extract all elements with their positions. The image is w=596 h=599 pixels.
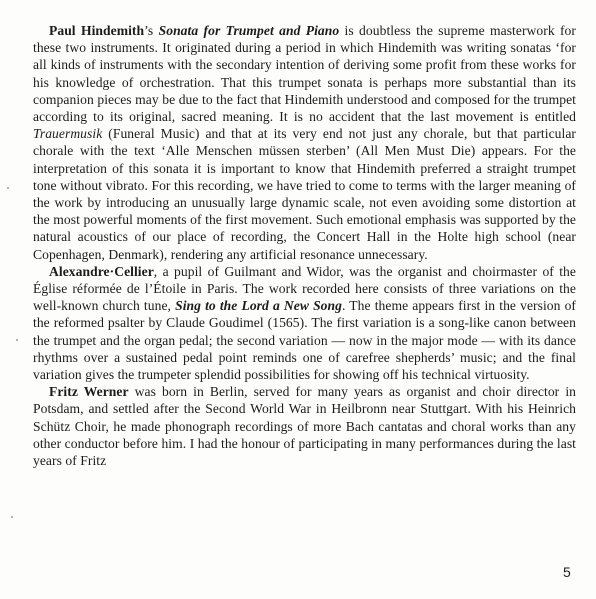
composer-name-hindemith: Paul Hindemith	[49, 23, 145, 38]
cellier-text-part-1: , a pupil of Guilmant and Widor, was the organist and choirmaster of the Église réformée de l’Étoile in Paris. The work recorded here consists of three variations on the well-known church tune,	[33, 263, 576, 314]
work-title-sing-to-the-lord: Sing to the Lord a New Song	[175, 298, 342, 314]
paragraph-cellier	[33, 263, 576, 383]
composer-name-cellier: Alexandre·Cellier	[49, 263, 154, 279]
paragraph-werner	[33, 383, 576, 469]
scan-speck	[16, 339, 18, 341]
work-title-sonata: Sonata for Trumpet and Piano	[158, 23, 340, 38]
scan-speck	[7, 187, 9, 189]
page-number: 5	[563, 564, 571, 580]
movement-title-trauermusik: Trauermusik	[33, 126, 103, 142]
possessive-suffix: ’s	[144, 23, 159, 38]
scan-speck	[11, 516, 13, 518]
conductor-name-werner: Fritz Werner	[49, 384, 129, 400]
paragraph-hindemith	[33, 22, 576, 263]
cellier-text-part-2: . The theme appears first in the version of the reformed psalter by Claude Goudimel (1565). The first variation is a song-like canon between the trumpet and the organ pedal; the second variation — now in the major mode — with its dance rhythms over a sustained pedal point reminds one of carefree shepherds’ music; and the final variation gives the trumpeter splendid possibilities for showing off his technical virtuosity.	[33, 298, 576, 383]
hindemith-text-part-1: is doubtless the supreme masterwork for these two instruments. It originated during a period in which Hindemith was writing sonatas ‘for all kinds of instruments with the secondary intention of deriving some profit from these works for his knowledge of orchestration. That this trumpet sonata is perhaps more substantial than its companion pieces may be due to the fact that Hindemith understood and composed for the trumpet according to its original, sacred meaning. It is no accident that the last movement is entitled	[33, 23, 576, 125]
hindemith-text-part-2: (Funeral Music) and that at its very end not just any chorale, but that particular chorale with the text ‘Alle Menschen müssen sterben’ (All Men Must Die) appears. For the interpretation of this sonata it is important to know that Hindemith preferred a straight trumpet tone without vibrato. For this recording, we have tried to come to terms with the larger meaning of the work by introducing an unusually large dynamic scale, not even avoiding some distortion at the most powerful moments of the first movement. Such emotional emphasis was supported by the natural acoustics of our place of recording, the Concert Hall in the Holte high school (near Copenhagen, Denmark), rendering any artificial resonance unnecessary.	[33, 126, 576, 262]
body-text	[33, 22, 576, 469]
werner-text-part-1: was born in Berlin, served for many years as organist and choir director in Potsdam, and settled after the Second World War in Heilbronn near Stuttgart. With his Heinrich Schütz Choir, he made phonograph recordings of more Bach cantatas and choral works than any other conductor before him. I had the honour of participating in many performances during the last years of Fritz	[33, 384, 576, 469]
